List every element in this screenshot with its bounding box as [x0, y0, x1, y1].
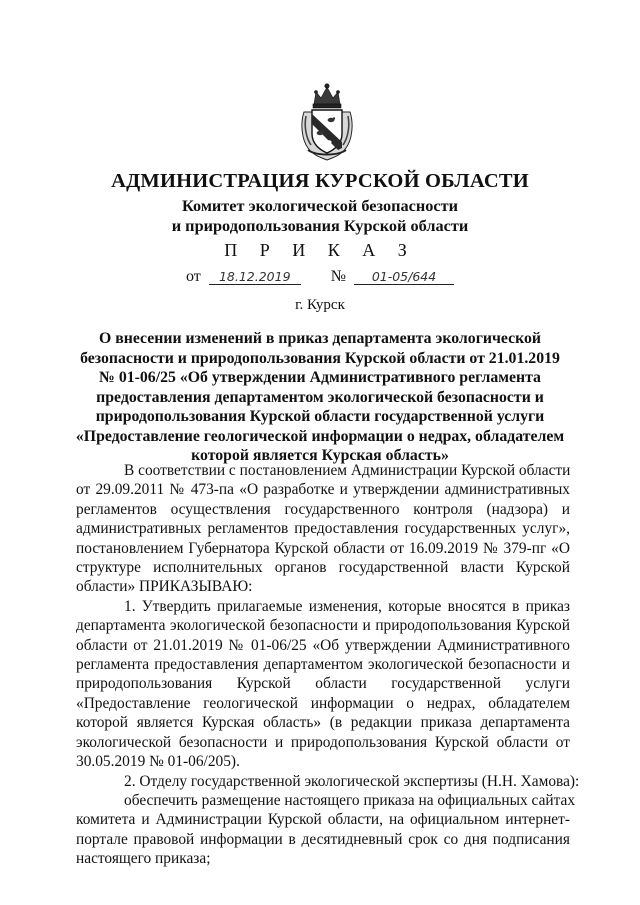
title-line: которой является Курская область» [191, 447, 449, 464]
order-title [68, 329, 572, 466]
body-line: регламентов осуществления государственного контроля (надзора) и [76, 500, 570, 518]
body-line: обеспечить размещение настоящего приказа на официальных сайтах [124, 791, 576, 809]
order-body [76, 461, 580, 869]
handwritten-date: 18.12.2019 [209, 269, 301, 285]
date-prefix: от [185, 268, 201, 285]
body-line: настоящего приказа; [76, 850, 211, 868]
organization-name: АДМИНИСТРАЦИЯ КУРСКОЙ ОБЛАСТИ [111, 170, 529, 192]
committee-line-1: Комитет экологической безопасности [182, 196, 458, 215]
number-prefix: № [330, 268, 347, 285]
body-line: административных регламентов предоставления государственных услуг», [76, 520, 570, 538]
body-line: постановлением Губернатора Курской области от 16.09.2019 № 379-пг «О [76, 539, 570, 557]
body-line: природопользования Курской области государственной услуги [76, 675, 570, 693]
title-line: № 01-06/25 «Об утверждении Административного регламента [99, 369, 541, 386]
body-line: структуре исполнительных органов государственной власти Курской [76, 559, 570, 577]
body-line: портале правовой информации в десятидневный срок со дня подписания [76, 830, 570, 848]
kursk-coat-of-arms-icon [298, 82, 356, 162]
body-line: от 29.09.2011 № 473-па «О разработке и утверждении административных [76, 481, 570, 499]
body-line: департамента экологической безопасности и природопользования Курской [76, 617, 570, 635]
body-line: комитета и Администрации Курской области, на официальном интернет- [76, 811, 570, 829]
body-line: 1. Утвердить прилагаемые изменения, которые вносятся в приказ [124, 597, 570, 615]
title-line: природопользования Курской области государственной услуги [95, 408, 545, 425]
body-line: 30.05.2019 № 01-06/205). [76, 753, 240, 771]
body-line: регламента предоставления департаментом экологической безопасности и [76, 656, 570, 674]
body-line: «Предоставление геологической информации о недрах, обладателем [76, 694, 570, 712]
committee-name [60, 196, 580, 236]
body-line: которой является Курская область» (в редакции приказа департамента [76, 714, 570, 732]
body-line: области от 21.01.2019 № 01-06/25 «Об утверждении Административного [76, 636, 570, 654]
body-line: В соответствии с постановлением Администрации Курской области [124, 462, 571, 479]
body-line: области» ПРИКАЗЫВАЮ: [76, 578, 253, 596]
title-line: предоставления департаментом экологической безопасности и [96, 388, 544, 406]
body-line: 2. Отделу государственной экологической экспертизы (Н.Н. Хамова): [124, 772, 580, 790]
body-line: экологической безопасности и природопользования Курской области от [76, 733, 570, 751]
city: г. Курск [295, 297, 345, 313]
title-line: безопасности и природопользования Курской области от 21.01.2019 [80, 349, 560, 367]
committee-line-2: и природопользования Курской области [171, 216, 469, 235]
handwritten-number: 01-05/644 [354, 269, 454, 285]
document-type: П Р И К А З [224, 240, 416, 260]
date-number-line [60, 268, 580, 286]
title-line: О внесении изменений в приказ департамента экологической [98, 330, 541, 347]
title-line: «Предоставление геологической информации о недрах, обладателем [75, 427, 565, 445]
